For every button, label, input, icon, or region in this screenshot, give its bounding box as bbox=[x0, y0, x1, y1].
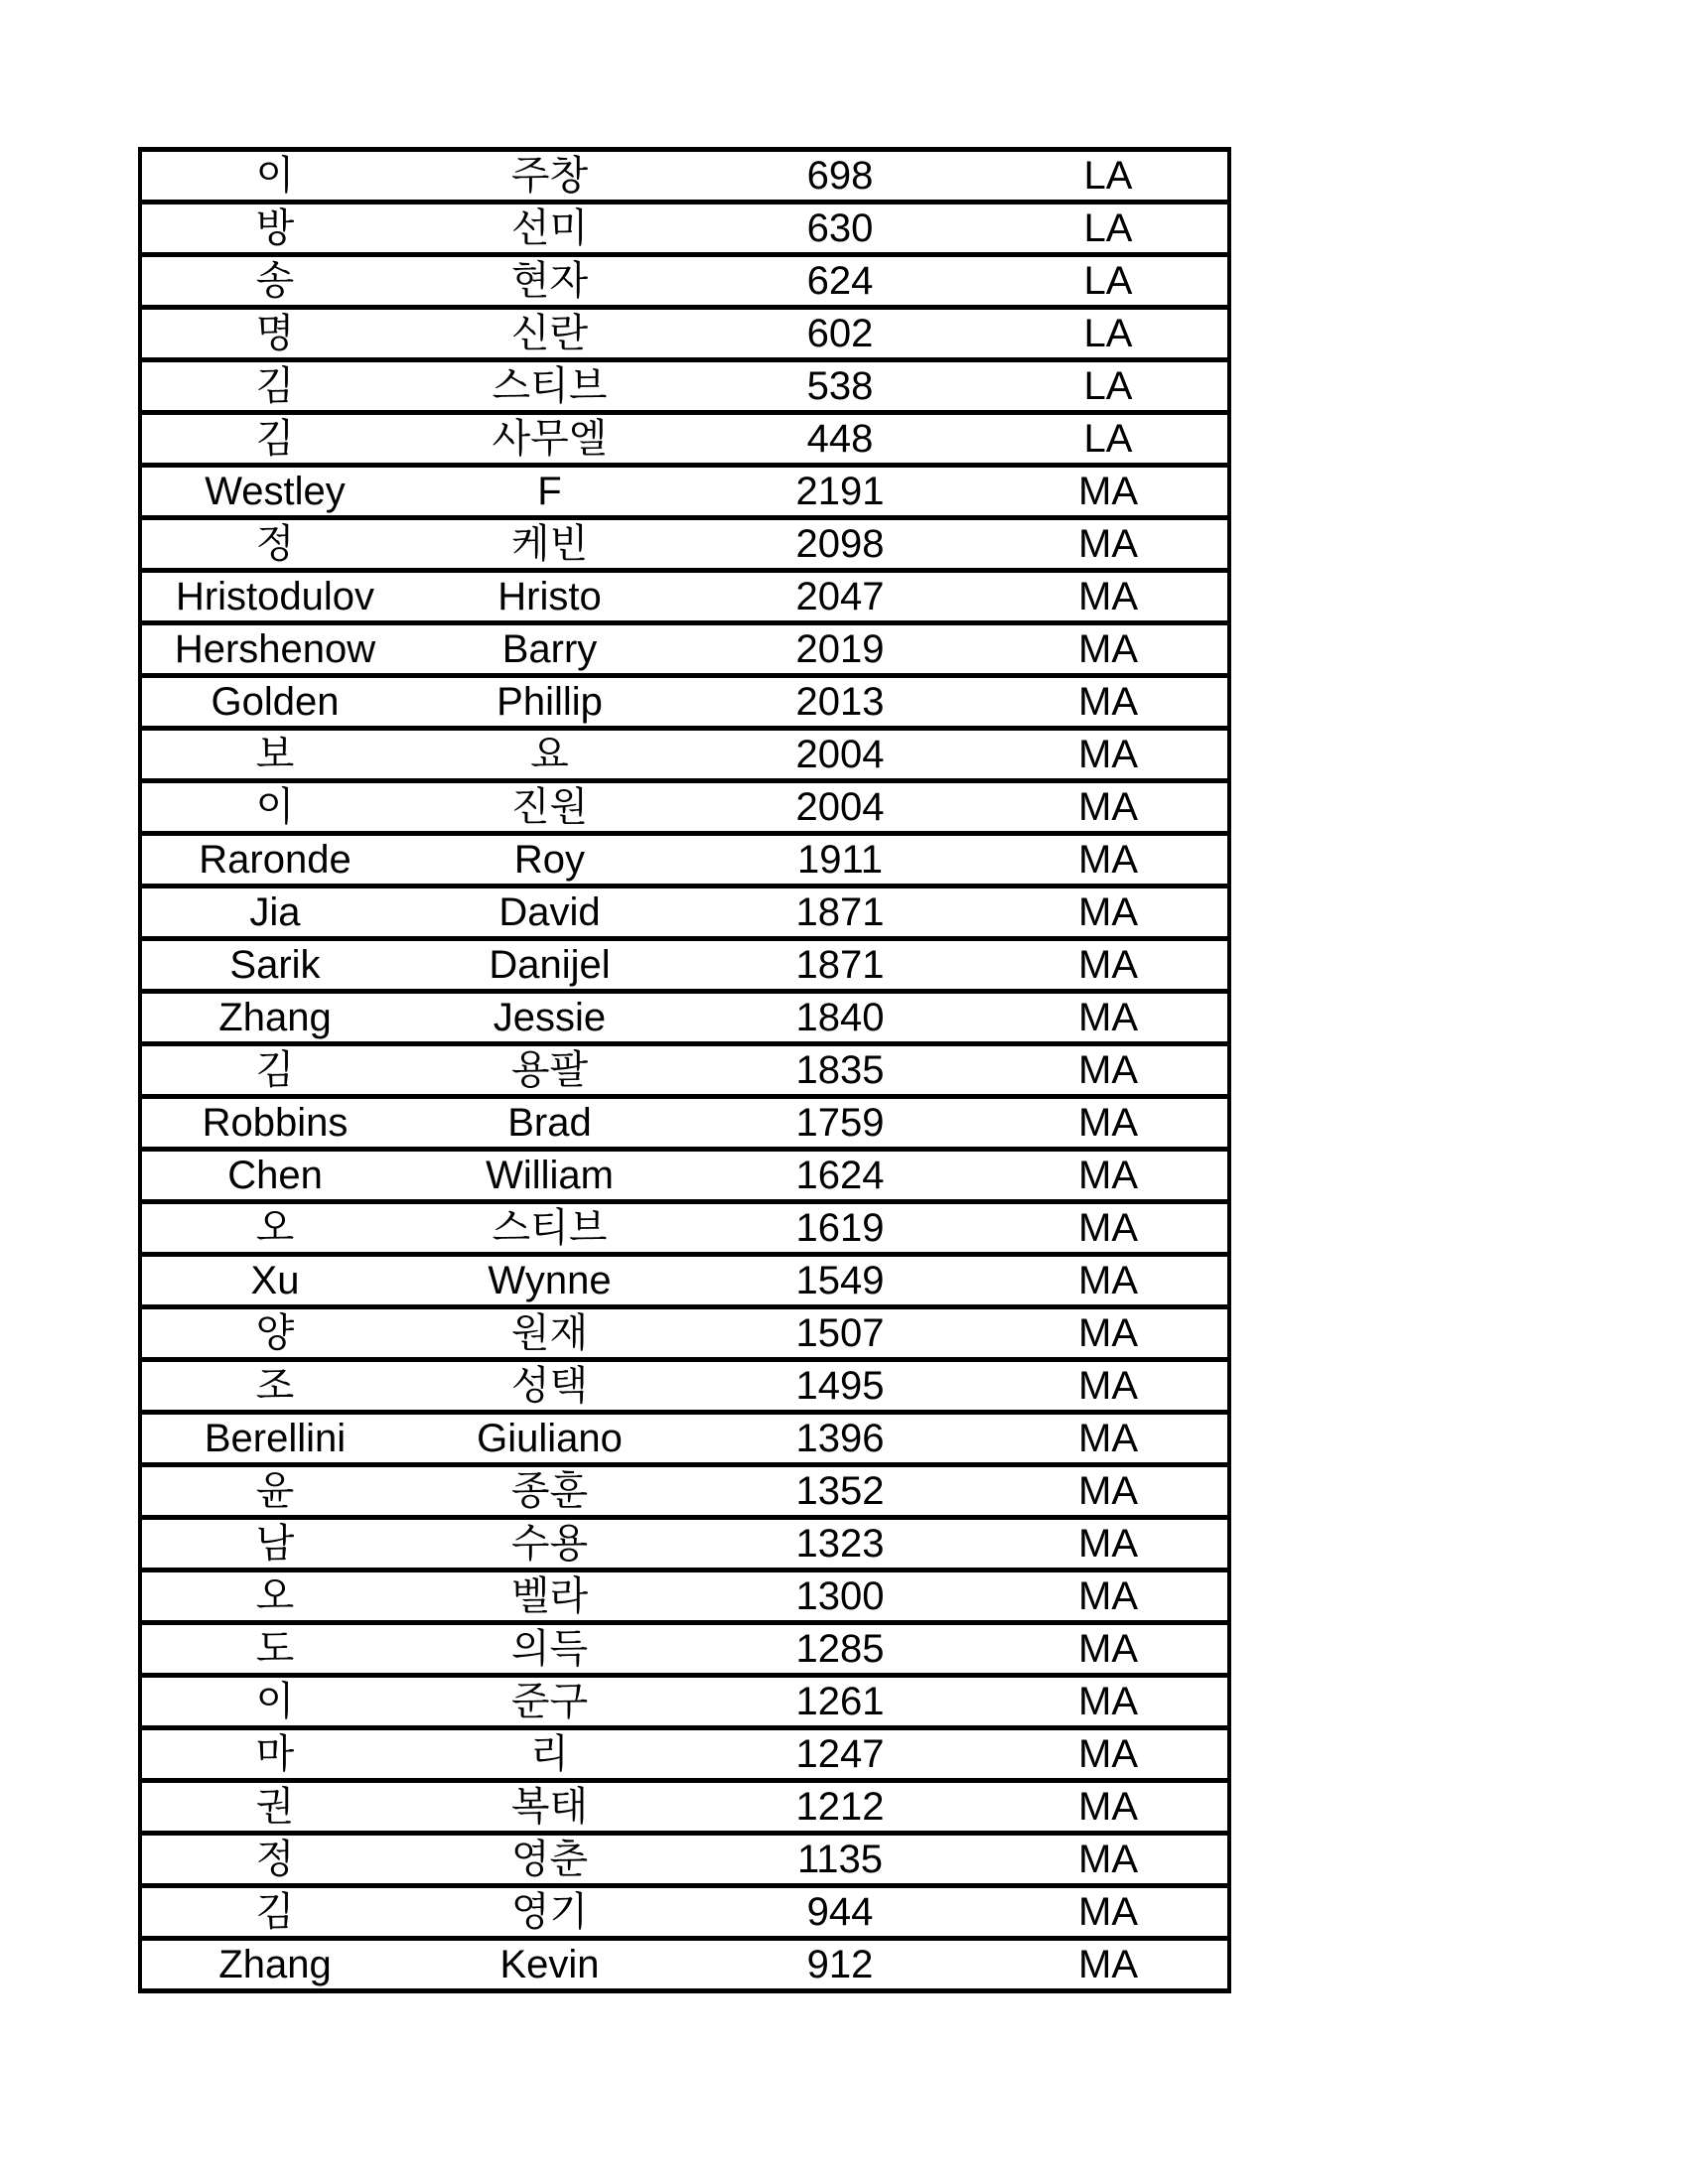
table-row bbox=[140, 887, 1229, 939]
table-row bbox=[140, 1939, 1229, 1991]
last-name-cell: 보 bbox=[140, 729, 408, 781]
state-cell: MA bbox=[989, 1728, 1229, 1781]
value-cell: 1212 bbox=[691, 1781, 989, 1834]
last-name-cell: 방 bbox=[140, 203, 408, 255]
value-cell: 1495 bbox=[691, 1360, 989, 1413]
first-name-cell: 의득 bbox=[408, 1623, 691, 1676]
state-cell: LA bbox=[989, 413, 1229, 466]
table-row bbox=[140, 781, 1229, 834]
last-name-cell: Chen bbox=[140, 1150, 408, 1202]
value-cell: 1261 bbox=[691, 1676, 989, 1728]
value-cell: 448 bbox=[691, 413, 989, 466]
table-row bbox=[140, 1360, 1229, 1413]
state-cell: MA bbox=[989, 1570, 1229, 1623]
table-row bbox=[140, 1307, 1229, 1360]
last-name-cell: 이 bbox=[140, 781, 408, 834]
last-name-cell: 이 bbox=[140, 150, 408, 203]
last-name-cell: 정 bbox=[140, 1834, 408, 1886]
state-cell: MA bbox=[989, 887, 1229, 939]
first-name-cell: 스티브 bbox=[408, 360, 691, 413]
state-cell: MA bbox=[989, 1150, 1229, 1202]
table-row bbox=[140, 1570, 1229, 1623]
last-name-cell: Raronde bbox=[140, 834, 408, 887]
last-name-cell: 권 bbox=[140, 1781, 408, 1834]
table-row bbox=[140, 992, 1229, 1044]
table-row bbox=[140, 1623, 1229, 1676]
state-cell: LA bbox=[989, 360, 1229, 413]
table-row bbox=[140, 1097, 1229, 1150]
last-name-cell: Westley bbox=[140, 466, 408, 518]
first-name-cell: William bbox=[408, 1150, 691, 1202]
first-name-cell: 신란 bbox=[408, 308, 691, 360]
value-cell: 1911 bbox=[691, 834, 989, 887]
value-cell: 2191 bbox=[691, 466, 989, 518]
first-name-cell: Phillip bbox=[408, 676, 691, 729]
table-row bbox=[140, 1255, 1229, 1307]
last-name-cell: 조 bbox=[140, 1360, 408, 1413]
state-cell: MA bbox=[989, 1886, 1229, 1939]
last-name-cell: Zhang bbox=[140, 992, 408, 1044]
last-name-cell: Golden bbox=[140, 676, 408, 729]
last-name-cell: 윤 bbox=[140, 1465, 408, 1518]
last-name-cell: Berellini bbox=[140, 1413, 408, 1465]
first-name-cell: 스티브 bbox=[408, 1202, 691, 1255]
value-cell: 2004 bbox=[691, 781, 989, 834]
table-row bbox=[140, 466, 1229, 518]
table-row bbox=[140, 571, 1229, 623]
state-cell: MA bbox=[989, 1939, 1229, 1991]
first-name-cell: Wynne bbox=[408, 1255, 691, 1307]
table-row bbox=[140, 834, 1229, 887]
state-cell: MA bbox=[989, 939, 1229, 992]
value-cell: 1871 bbox=[691, 887, 989, 939]
first-name-cell: 케빈 bbox=[408, 518, 691, 571]
first-name-cell: 용팔 bbox=[408, 1044, 691, 1097]
state-cell: MA bbox=[989, 1413, 1229, 1465]
value-cell: 602 bbox=[691, 308, 989, 360]
table-row bbox=[140, 413, 1229, 466]
state-cell: MA bbox=[989, 1465, 1229, 1518]
state-cell: MA bbox=[989, 623, 1229, 676]
state-cell: LA bbox=[989, 203, 1229, 255]
last-name-cell: Xu bbox=[140, 1255, 408, 1307]
last-name-cell: 김 bbox=[140, 360, 408, 413]
first-name-cell: 요 bbox=[408, 729, 691, 781]
value-cell: 1300 bbox=[691, 1570, 989, 1623]
first-name-cell: 영기 bbox=[408, 1886, 691, 1939]
last-name-cell: 정 bbox=[140, 518, 408, 571]
last-name-cell: 마 bbox=[140, 1728, 408, 1781]
first-name-cell: 현자 bbox=[408, 255, 691, 308]
roster-table bbox=[138, 147, 1231, 1993]
first-name-cell: 성택 bbox=[408, 1360, 691, 1413]
first-name-cell: 수용 bbox=[408, 1518, 691, 1570]
last-name-cell: 오 bbox=[140, 1570, 408, 1623]
first-name-cell: Roy bbox=[408, 834, 691, 887]
last-name-cell: 김 bbox=[140, 413, 408, 466]
value-cell: 2019 bbox=[691, 623, 989, 676]
first-name-cell: 복태 bbox=[408, 1781, 691, 1834]
state-cell: MA bbox=[989, 1097, 1229, 1150]
table-row bbox=[140, 360, 1229, 413]
last-name-cell: 오 bbox=[140, 1202, 408, 1255]
first-name-cell: Hristo bbox=[408, 571, 691, 623]
state-cell: MA bbox=[989, 1360, 1229, 1413]
state-cell: MA bbox=[989, 1255, 1229, 1307]
table-row bbox=[140, 255, 1229, 308]
last-name-cell: 남 bbox=[140, 1518, 408, 1570]
table-row bbox=[140, 150, 1229, 203]
value-cell: 2013 bbox=[691, 676, 989, 729]
table-row bbox=[140, 308, 1229, 360]
table-row bbox=[140, 1886, 1229, 1939]
state-cell: MA bbox=[989, 781, 1229, 834]
value-cell: 1323 bbox=[691, 1518, 989, 1570]
value-cell: 912 bbox=[691, 1939, 989, 1991]
last-name-cell: 김 bbox=[140, 1044, 408, 1097]
last-name-cell: Zhang bbox=[140, 1939, 408, 1991]
state-cell: MA bbox=[989, 1202, 1229, 1255]
value-cell: 2098 bbox=[691, 518, 989, 571]
state-cell: MA bbox=[989, 1676, 1229, 1728]
table-row bbox=[140, 1044, 1229, 1097]
last-name-cell: Jia bbox=[140, 887, 408, 939]
value-cell: 1619 bbox=[691, 1202, 989, 1255]
state-cell: MA bbox=[989, 1781, 1229, 1834]
state-cell: MA bbox=[989, 466, 1229, 518]
last-name-cell: 도 bbox=[140, 1623, 408, 1676]
table-row bbox=[140, 203, 1229, 255]
last-name-cell: 명 bbox=[140, 308, 408, 360]
first-name-cell: 진원 bbox=[408, 781, 691, 834]
state-cell: MA bbox=[989, 1518, 1229, 1570]
value-cell: 1247 bbox=[691, 1728, 989, 1781]
state-cell: MA bbox=[989, 992, 1229, 1044]
table-row bbox=[140, 623, 1229, 676]
last-name-cell: Sarik bbox=[140, 939, 408, 992]
last-name-cell: Hershenow bbox=[140, 623, 408, 676]
state-cell: MA bbox=[989, 571, 1229, 623]
table-row bbox=[140, 518, 1229, 571]
value-cell: 1871 bbox=[691, 939, 989, 992]
state-cell: LA bbox=[989, 150, 1229, 203]
table-row bbox=[140, 939, 1229, 992]
first-name-cell: Barry bbox=[408, 623, 691, 676]
table-row bbox=[140, 1518, 1229, 1570]
first-name-cell: 준구 bbox=[408, 1676, 691, 1728]
table-row bbox=[140, 676, 1229, 729]
value-cell: 698 bbox=[691, 150, 989, 203]
table-row bbox=[140, 1465, 1229, 1518]
value-cell: 1835 bbox=[691, 1044, 989, 1097]
last-name-cell: Hristodulov bbox=[140, 571, 408, 623]
first-name-cell: Brad bbox=[408, 1097, 691, 1150]
value-cell: 1759 bbox=[691, 1097, 989, 1150]
state-cell: LA bbox=[989, 255, 1229, 308]
state-cell: MA bbox=[989, 834, 1229, 887]
value-cell: 1840 bbox=[691, 992, 989, 1044]
last-name-cell: 송 bbox=[140, 255, 408, 308]
first-name-cell: F bbox=[408, 466, 691, 518]
value-cell: 2047 bbox=[691, 571, 989, 623]
table-row bbox=[140, 1728, 1229, 1781]
first-name-cell: Giuliano bbox=[408, 1413, 691, 1465]
table-row bbox=[140, 1413, 1229, 1465]
first-name-cell: 원재 bbox=[408, 1307, 691, 1360]
value-cell: 1507 bbox=[691, 1307, 989, 1360]
last-name-cell: 김 bbox=[140, 1886, 408, 1939]
table-row bbox=[140, 1202, 1229, 1255]
roster-table-body bbox=[140, 150, 1229, 1991]
state-cell: MA bbox=[989, 1834, 1229, 1886]
state-cell: MA bbox=[989, 1307, 1229, 1360]
value-cell: 1352 bbox=[691, 1465, 989, 1518]
state-cell: MA bbox=[989, 729, 1229, 781]
value-cell: 538 bbox=[691, 360, 989, 413]
state-cell: MA bbox=[989, 676, 1229, 729]
first-name-cell: Jessie bbox=[408, 992, 691, 1044]
value-cell: 624 bbox=[691, 255, 989, 308]
value-cell: 2004 bbox=[691, 729, 989, 781]
first-name-cell: 벨라 bbox=[408, 1570, 691, 1623]
value-cell: 630 bbox=[691, 203, 989, 255]
first-name-cell: 영춘 bbox=[408, 1834, 691, 1886]
first-name-cell: 사무엘 bbox=[408, 413, 691, 466]
first-name-cell: David bbox=[408, 887, 691, 939]
value-cell: 1624 bbox=[691, 1150, 989, 1202]
first-name-cell: 주창 bbox=[408, 150, 691, 203]
first-name-cell: Danijel bbox=[408, 939, 691, 992]
table-row bbox=[140, 1781, 1229, 1834]
table-row bbox=[140, 1150, 1229, 1202]
first-name-cell: 선미 bbox=[408, 203, 691, 255]
first-name-cell: Kevin bbox=[408, 1939, 691, 1991]
first-name-cell: 리 bbox=[408, 1728, 691, 1781]
value-cell: 1549 bbox=[691, 1255, 989, 1307]
value-cell: 1135 bbox=[691, 1834, 989, 1886]
table-row bbox=[140, 729, 1229, 781]
value-cell: 944 bbox=[691, 1886, 989, 1939]
value-cell: 1285 bbox=[691, 1623, 989, 1676]
state-cell: MA bbox=[989, 1044, 1229, 1097]
first-name-cell: 종훈 bbox=[408, 1465, 691, 1518]
last-name-cell: 이 bbox=[140, 1676, 408, 1728]
value-cell: 1396 bbox=[691, 1413, 989, 1465]
state-cell: MA bbox=[989, 518, 1229, 571]
table-row bbox=[140, 1676, 1229, 1728]
state-cell: LA bbox=[989, 308, 1229, 360]
last-name-cell: 양 bbox=[140, 1307, 408, 1360]
table-row bbox=[140, 1834, 1229, 1886]
state-cell: MA bbox=[989, 1623, 1229, 1676]
last-name-cell: Robbins bbox=[140, 1097, 408, 1150]
